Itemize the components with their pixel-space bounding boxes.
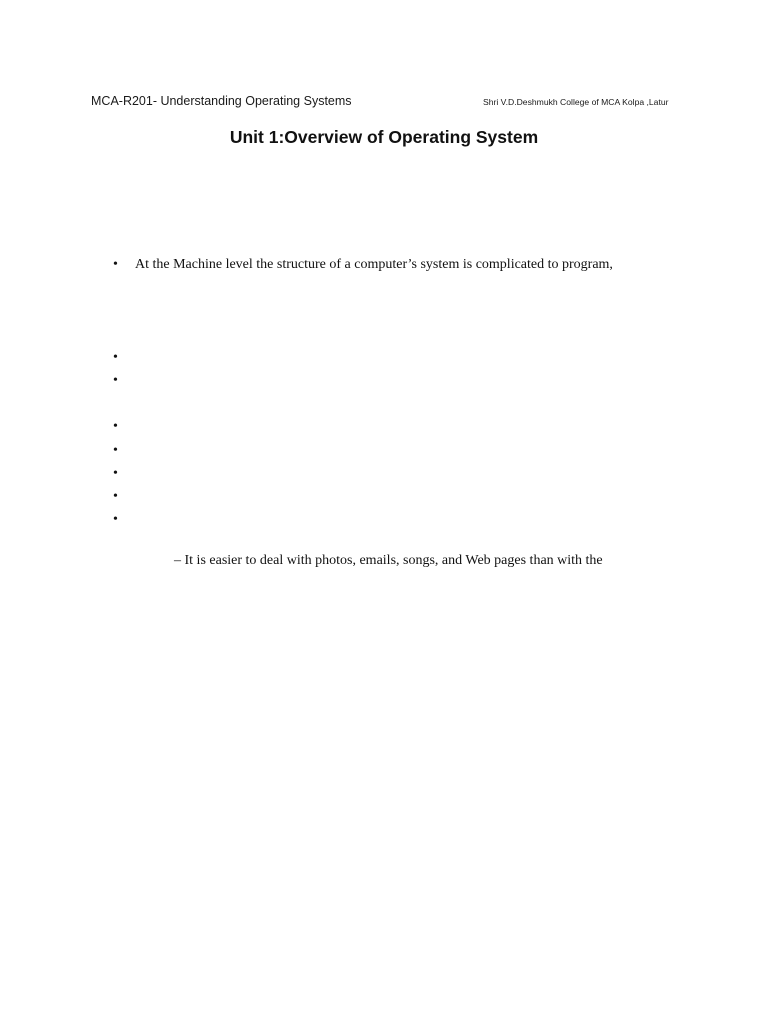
bullet-marker: • <box>113 489 118 504</box>
sub-item-text: – It is easier to deal with photos, emails, songs, and Web pages than with the <box>174 553 603 568</box>
bullet-marker: • <box>113 512 118 527</box>
header-course-title: MCA-R201- Understanding Operating Systems <box>91 94 352 108</box>
bullet-text: At the Machine level the structure of a computer’s system is complicated to program, <box>135 257 613 272</box>
page-title: Unit 1:Overview of Operating System <box>229 127 539 147</box>
bullet-marker: • <box>113 257 118 272</box>
bullet-marker: • <box>113 443 118 458</box>
bullet-marker: • <box>113 350 118 365</box>
bullet-marker: • <box>113 466 118 481</box>
bullet-marker: • <box>113 373 118 388</box>
bullet-marker: • <box>113 419 118 434</box>
header-college-name: Shri V.D.Deshmukh College of MCA Kolpa ,Latur <box>483 97 669 107</box>
